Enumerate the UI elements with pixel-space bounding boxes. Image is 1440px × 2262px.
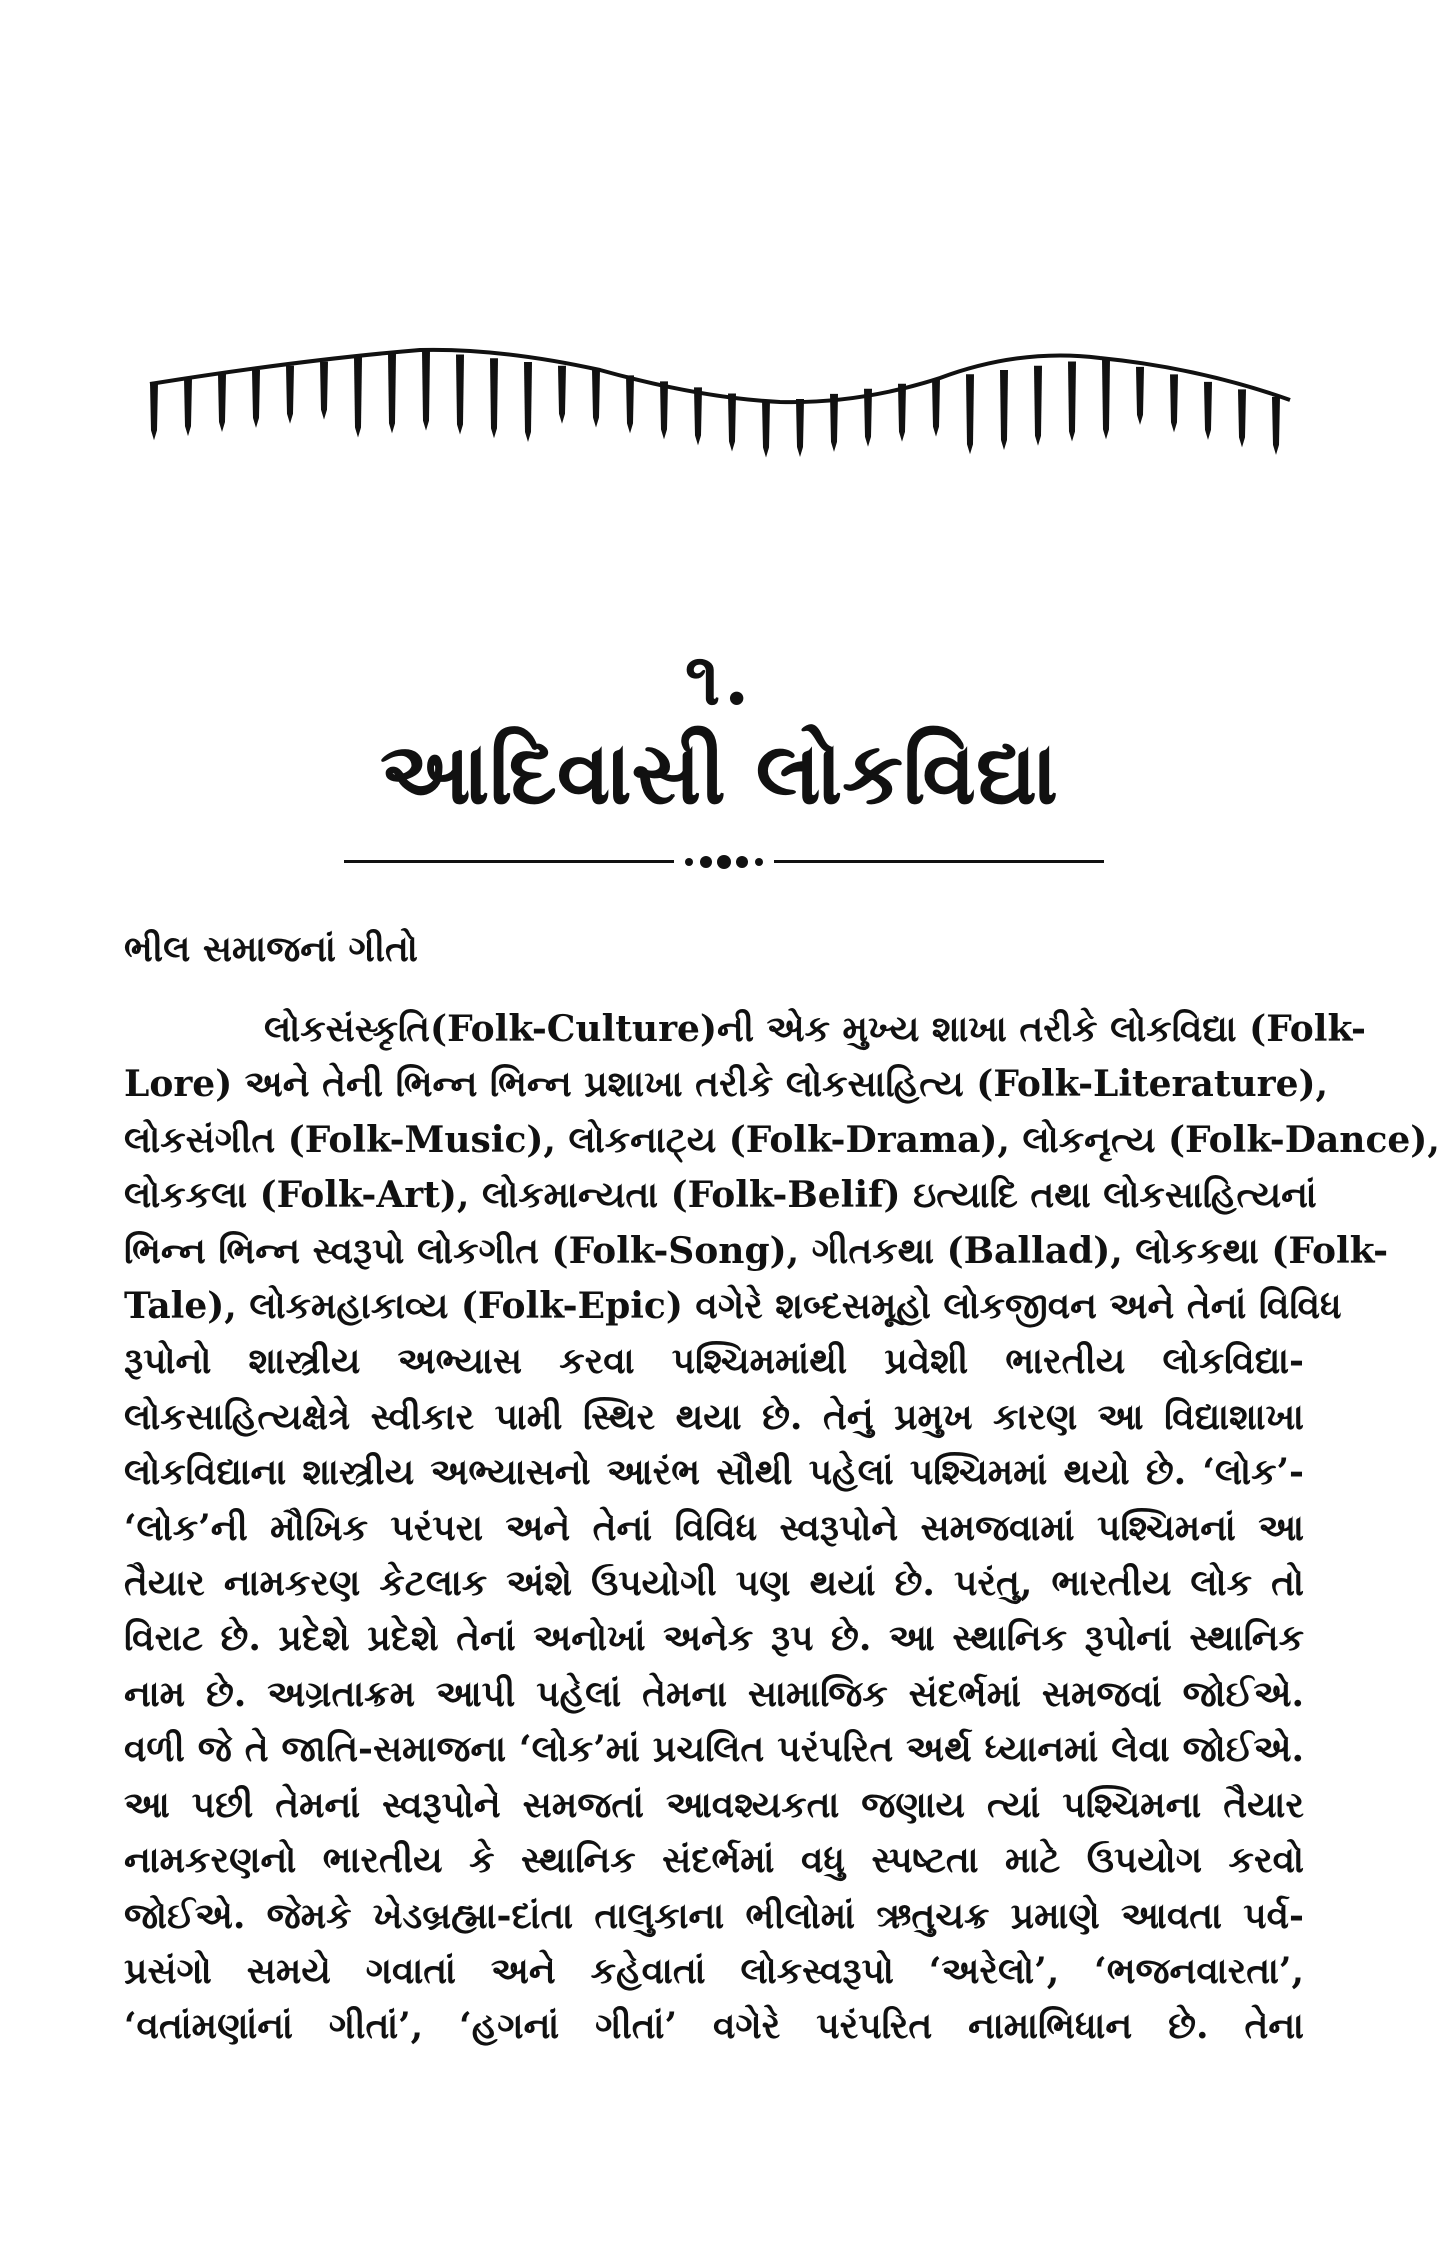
tassel-mark (932, 379, 940, 437)
text-line: લોકસંગીત (Folk-Music), લોકનાટ્ય (Folk-Drama), લોકનૃત્ય (Folk-Dance), (124, 1118, 1440, 1161)
tassel-mark (1000, 370, 1008, 450)
tassel-mark (898, 384, 906, 442)
tassel-mark (1272, 397, 1280, 455)
text-line: લોકસંસ્કૃતિ(Folk-Culture)ની એક મુખ્ય શાખા તરીકે લોકવિદ્યા (Folk- (264, 1008, 1366, 1050)
tassel-mark (150, 382, 158, 440)
tassel-mark (184, 378, 192, 436)
tassel-mark (218, 374, 226, 432)
tassel-mark (252, 370, 260, 428)
tassel-mark (864, 389, 872, 447)
tassel-mark (1136, 367, 1144, 425)
tassel-mark (1068, 362, 1076, 442)
tassel-mark (422, 351, 430, 431)
tassel-mark (1170, 374, 1178, 432)
tassel-mark (728, 393, 736, 451)
tassel-mark (694, 387, 702, 445)
text-line: લોકસાહિત્યક્ષેત્રે સ્વીકાર પામી સ્થિર થયા છે. તેનું પ્રમુખ કારણ આ વિદ્યાશાખા (124, 1395, 1304, 1438)
chapter-number: ૧. (684, 636, 754, 721)
tassel-mark (1204, 382, 1212, 440)
tassel-mark (320, 362, 328, 420)
tassel-mark (796, 399, 804, 457)
tassel-mark (490, 358, 498, 438)
tassel-mark (830, 394, 838, 452)
text-line: લોકકલા (Folk-Art), લોકમાન્યતા (Folk-Belif) ઇત્યાદિ તથા લોકસાહિત્યનાં (124, 1174, 1317, 1217)
text-line: પ્રસંગો સમયે ગવાતાં અને કહેવાતાં લોકસ્વરૂપો ‘અરેલો’, ‘ભજનવારતા’, (124, 1949, 1304, 1992)
tassel-mark (626, 375, 634, 433)
text-line: Tale), લોકમહાકાવ્ય (Folk-Epic) વગેરે શબ્દસમૂહો લોકજીવન અને તેનાં વિવિધ (124, 1285, 1342, 1328)
text-line: ‘વતાંમણાંનાં ગીતાં’, ‘હગનાં ગીતાં’ વગેરે પરંપરિત નામાભિધાન છે. તેના (124, 2005, 1304, 2048)
text-line: નામ છે. અગ્રતાક્રમ આપી પહેલાં તેમના સામાજિક સંદર્ભમાં સમજવાં જોઈએ. (124, 1672, 1304, 1715)
text-line: ભિન્ન ભિન્ન સ્વરૂપો લોકગીત (Folk-Song), ગીતકથા (Ballad), લોકકથા (Folk- (124, 1229, 1389, 1272)
decorative-ornament-border (140, 340, 1300, 500)
text-line: તૈયાર નામકરણ કેટલાક અંશે ઉપયોગી પણ થયાં છે. પરંતુ, ભારતીય લોક તો (124, 1562, 1304, 1605)
tassel-mark (660, 381, 668, 439)
tassel-mark (286, 366, 294, 424)
text-line: લોકવિદ્યાના શાસ્ત્રીય અભ્યાસનો આરંભ સૌથી પહેલાં પશ્ચિમમાં થયો છે. ‘લોક’- (124, 1451, 1304, 1494)
tassel-mark (1034, 366, 1042, 446)
text-line: જોઈએ. જેમકે ખેડબ્રહ્મા-દાંતા તાલુકાના ભીલોમાં ઋતુચક્ર પ્રમાણે આવતા પર્વ- (124, 1894, 1304, 1937)
tassel-mark (966, 374, 974, 454)
text-line: ‘લોક’ની મૌખિક પરંપરા અને તેનાં વિવિધ સ્વરૂપોને સમજવામાં પશ્ચિમનાં આ (124, 1506, 1304, 1549)
body-paragraph (124, 1002, 1440, 2055)
tassel-mark (524, 362, 532, 442)
text-line: રૂપોનો શાસ્ત્રીય અભ્યાસ કરવા પશ્ચિમમાંથી પ્રવેશી ભારતીય લોકવિદ્યા- (124, 1340, 1304, 1383)
text-line: નામકરણનો ભારતીય કે સ્થાનિક સંદર્ભમાં વધુ સ્પષ્ટતા માટે ઉપયોગ કરવો (124, 1839, 1304, 1882)
tassel-mark (592, 370, 600, 428)
text-line: વળી જે તે જાતિ-સમાજના ‘લોક’માં પ્રચલિત પરંપરિત અર્થ ધ્યાનમાં લેવા જોઈએ. (124, 1728, 1304, 1771)
tassel-mark (388, 353, 396, 433)
text-line: આ પછી તેમનાં સ્વરૂપોને સમજતાં આવશ્યકતા જણાય ત્યાં પશ્ચિમના તૈયાર (124, 1783, 1304, 1826)
tassel-mark (762, 400, 770, 458)
tassel-mark (558, 366, 566, 424)
tassel-mark (456, 354, 464, 434)
tassel-mark (1102, 359, 1110, 439)
section-heading: ભીલ સમાજનાં ગીતો (124, 928, 418, 970)
text-line: Lore) અને તેની ભિન્ન ભિન્ન પ્રશાખા તરીકે લોકસાહિત્ય (Folk-Literature), (124, 1063, 1329, 1106)
chapter-title: આદિવાસી લોકવિદ્યા (379, 724, 1059, 824)
tassel-mark (354, 358, 362, 438)
text-line: વિરાટ છે. પ્રદેશે પ્રદેશે તેનાં અનોખાં અનેક રૂપ છે. આ સ્થાનિક રૂપોનાં સ્થાનિક (124, 1617, 1304, 1660)
tassel-mark (1238, 389, 1246, 447)
title-divider (344, 850, 1104, 874)
